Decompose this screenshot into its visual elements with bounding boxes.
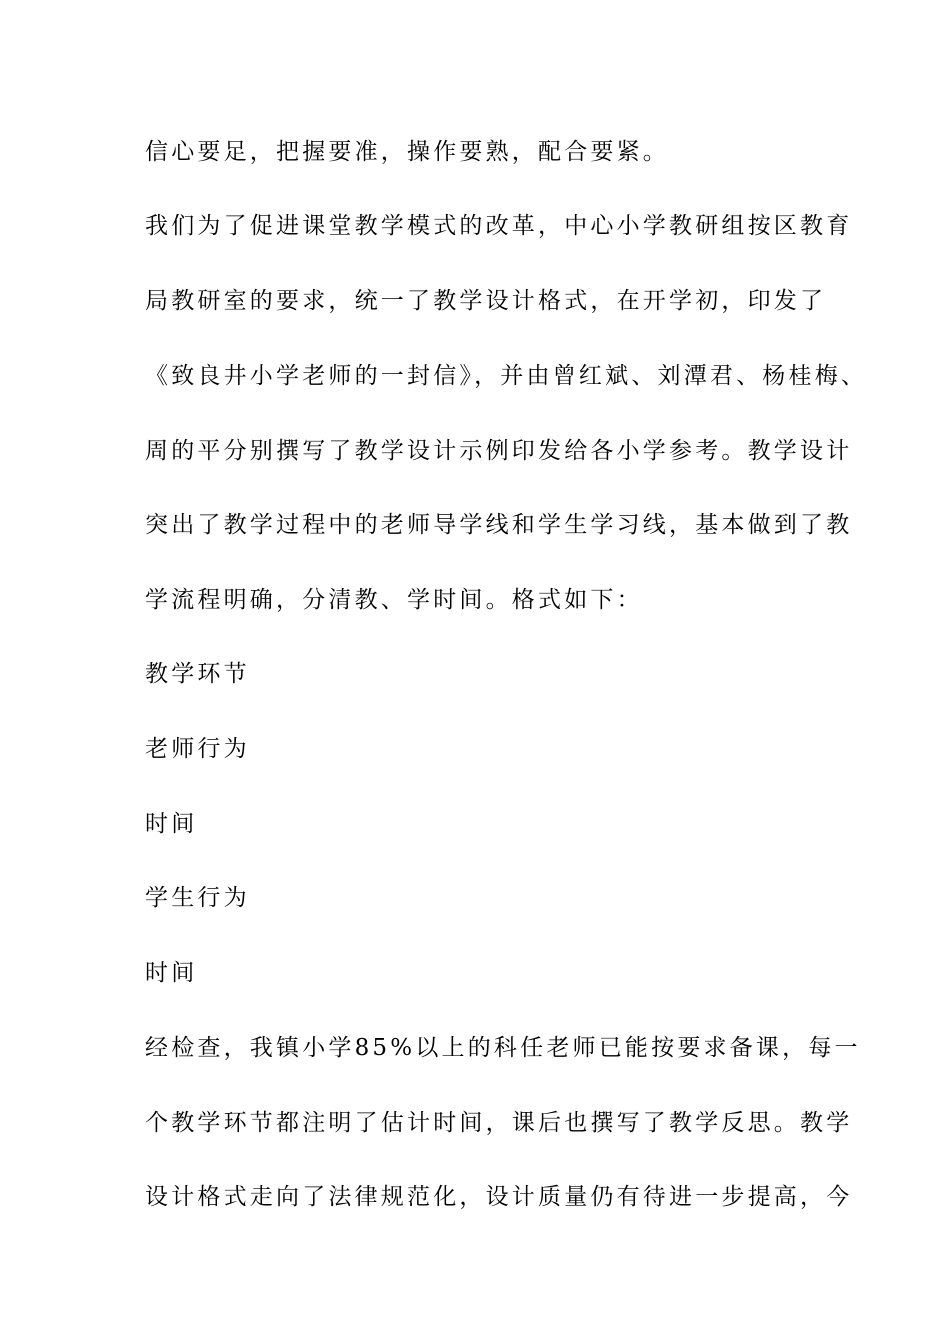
format-item-teaching-step: 教学环节 <box>145 661 250 687</box>
paragraph-line: 经检查，我镇小学85%以上的科任老师已能按要求备课，每一 <box>145 1035 861 1061</box>
format-item-time: 时间 <box>145 960 198 986</box>
paragraph-line: 设计格式走向了法律规范化，设计质量仍有待进一步提高，今 <box>145 1184 853 1210</box>
paragraph-line: 信心要足，把握要准，操作要熟，配合要紧。 <box>145 139 669 165</box>
format-item-student-behavior: 学生行为 <box>145 885 250 911</box>
paragraph-line: 学流程明确，分清教、学时间。格式如下： <box>145 587 643 613</box>
format-item-teacher-behavior: 老师行为 <box>145 736 250 762</box>
paragraph-line: 我们为了促进课堂教学模式的改革，中心小学教研组按区教育 <box>145 213 853 239</box>
paragraph-line: 周的平分别撰写了教学设计示例印发给各小学参考。教学设计 <box>145 438 853 464</box>
format-item-time: 时间 <box>145 811 198 837</box>
paragraph-line: 突出了教学过程中的老师导学线和学生学习线，基本做到了教 <box>145 512 853 538</box>
paragraph-line: 《致良井小学老师的一封信》，并由曾红斌、刘潭君、杨桂梅、 <box>145 363 868 389</box>
paragraph-line: 个教学环节都注明了估计时间，课后也撰写了教学反思。教学 <box>145 1110 853 1136</box>
paragraph-line: 局教研室的要求，统一了教学设计格式，在开学初，印发了 <box>145 288 827 314</box>
